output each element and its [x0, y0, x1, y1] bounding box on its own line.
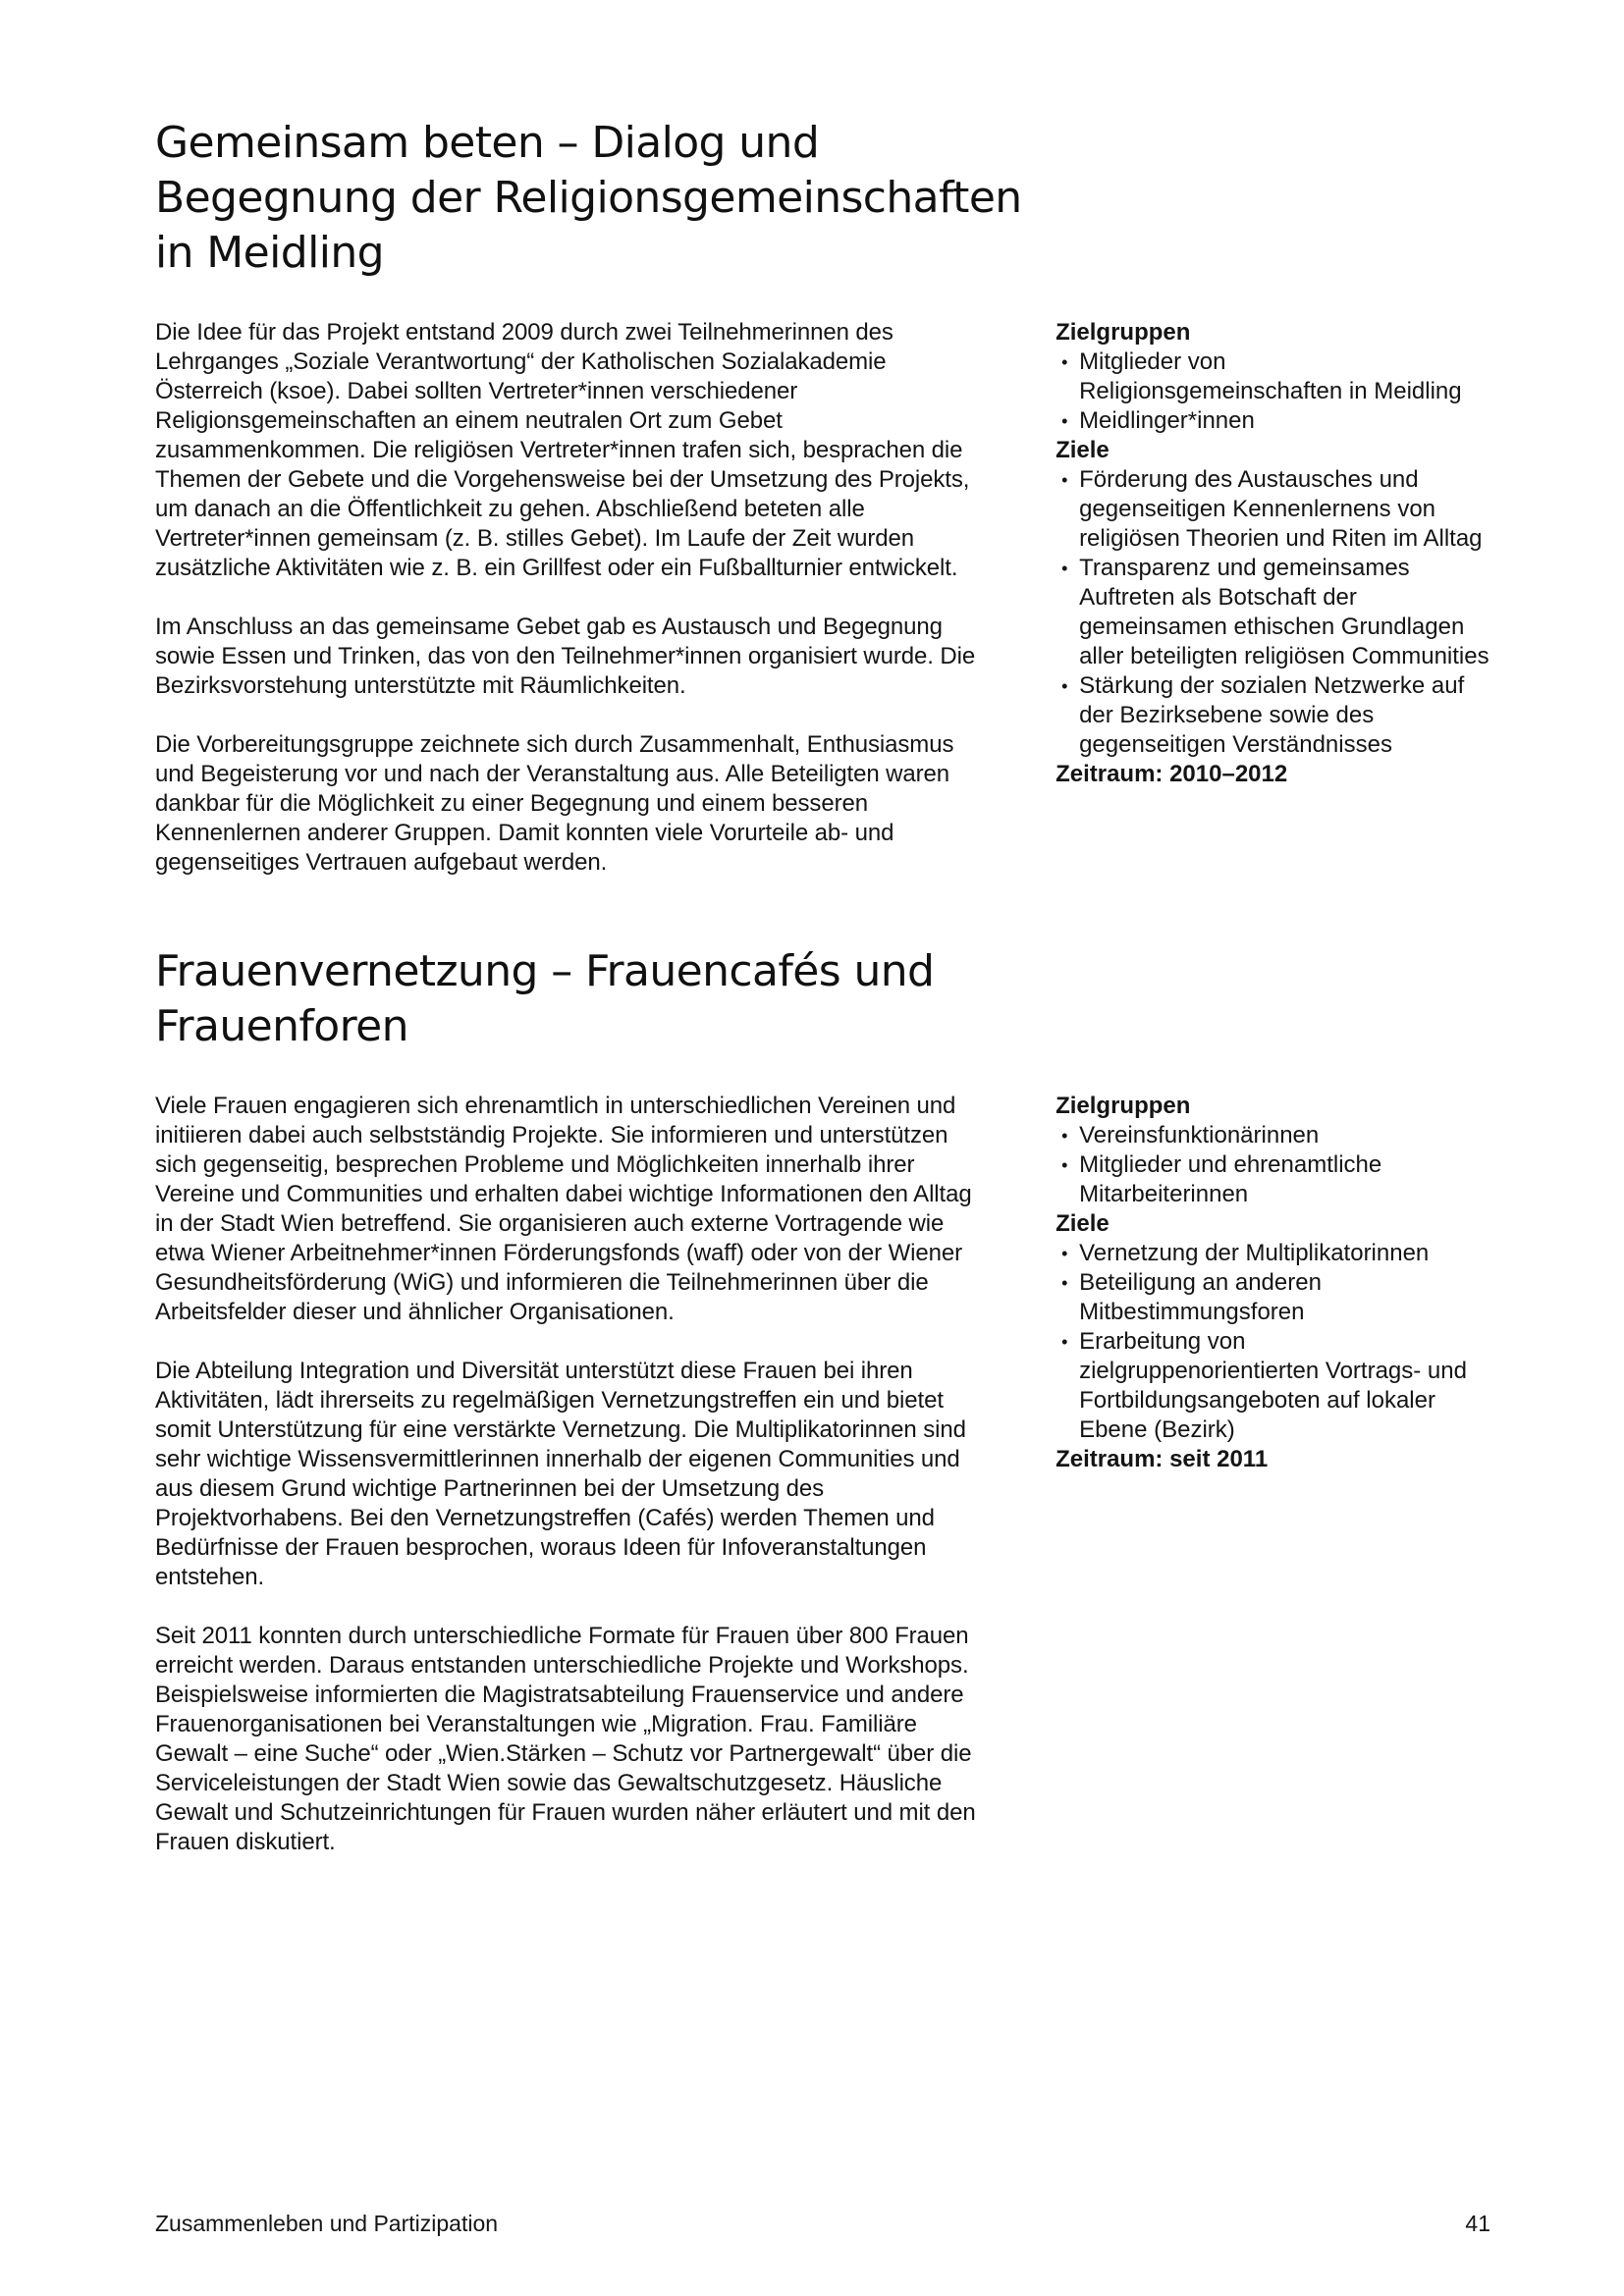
- title-line: in Meidling: [155, 228, 384, 278]
- page-number: 41: [1465, 2211, 1490, 2236]
- paragraph: Viele Frauen engagieren sich ehrenamtlich in unterschiedlichen Vereinen und initiieren dabei auch selbstständig Projekte. Sie informieren und unterstützen sich gegenseitig, besprechen Probleme und Möglichkeiten innerhalb ihrer Vereine und Communities und erhalten dabei wichtige Informationen den Alltag in der Stadt Wien betreffend. Sie organisieren auch externe Vortragende wie etwa Wiener Arbeitnehmer*innen Förderungsfonds (waff) oder von der Wiener Gesundheitsförderung (WiG) und informieren die Teilnehmerinnen über die Arbeitsfelder dieser und ähnlicher Organisationen.: [155, 1093, 972, 1325]
- zielgruppen-list: [1056, 347, 1490, 436]
- zeitraum: Zeitraum: 2010–2012: [1056, 761, 1288, 787]
- list-item: • Beteiligung an anderen Mitbestimmungsforen: [1056, 1268, 1490, 1327]
- section-columns: [155, 318, 1490, 878]
- zielgruppen-heading: Zielgruppen: [1056, 1093, 1191, 1119]
- page-footer: [155, 2209, 1490, 2238]
- ziele-list: [1056, 1239, 1490, 1445]
- title-line: Gemeinsam beten – Dialog und: [155, 118, 820, 168]
- info-sidebar: [1056, 318, 1490, 789]
- list-item: • Vernetzung der Multiplikatorinnen: [1056, 1239, 1490, 1268]
- zeitraum: Zeitraum: seit 2011: [1056, 1446, 1269, 1472]
- paragraph: Die Abteilung Integration und Diversität unterstützt diese Frauen bei ihren Aktivitäten, lädt ihrerseits zu regelmäßigen Vernetzungstreffen ein und bietet somit Unterstützung für eine verstärkte Vernetzung. Die Multiplikatorinnen sind sehr wichtige Wissensvermittlerinnen innerhalb der eigenen Communities und aus diesem Grund wichtige Partnerinnen bei der Umsetzung des Projektvorhabens. Bei den Vernetzungstreffen (Cafés) werden Themen und Bedürfnisse der Frauen besprochen, woraus Ideen für Infoveranstaltungen entstehen.: [155, 1358, 966, 1590]
- ziele-list: [1056, 465, 1490, 760]
- ziele-heading: Ziele: [1056, 1210, 1110, 1237]
- list-item: • Stärkung der sozialen Netzwerke auf der Bezirksebene sowie des gegenseitigen Verständnisses: [1056, 671, 1490, 760]
- list-item: • Mitglieder von Religionsgemeinschaften in Meidling: [1056, 347, 1490, 406]
- title-line: Frauenforen: [155, 1001, 408, 1051]
- zielgruppen-heading: Zielgruppen: [1056, 319, 1191, 346]
- title-line: Frauenvernetzung – Frauencafés und: [155, 946, 935, 996]
- body-text: [155, 1092, 995, 1857]
- section-title: [155, 944, 1098, 1054]
- list-item: • Transparenz und gemeinsames Auftreten als Botschaft der gemeinsamen ethischen Grundlagen aller beteiligten religiösen Communities: [1056, 554, 1490, 671]
- paragraph: Seit 2011 konnten durch unterschiedliche Formate für Frauen über 800 Frauen erreicht werden. Daraus entstanden unterschiedliche Projekte und Workshops. Beispielsweise informierten die Magistratsabteilung Frauenservice und andere Frauenorganisationen bei Veranstaltungen wie „Migration. Frau. Familiäre Gewalt – eine Suche“ oder „Wien.Stärken – Schutz vor Partnergewalt“ über die Serviceleistungen der Stadt Wien sowie das Gewaltschutzgesetz. Häusliche Gewalt und Schutzeinrichtungen für Frauen wurden näher erläutert und mit den Frauen diskutiert.: [155, 1623, 976, 1855]
- ziele-heading: Ziele: [1056, 437, 1110, 463]
- list-item: • Mitglieder und ehrenamtliche Mitarbeiterinnen: [1056, 1150, 1490, 1209]
- list-item: • Erarbeitung von zielgruppenorientierten Vortrags- und Fortbildungsangeboten auf lokaler Ebene (Bezirk): [1056, 1327, 1490, 1445]
- body-text: [155, 318, 995, 878]
- section-frauenvernetzung: [155, 944, 1490, 1857]
- info-sidebar: [1056, 1092, 1490, 1474]
- title-line: Begegnung der Religionsgemeinschaften: [155, 173, 1022, 223]
- paragraph: Im Anschluss an das gemeinsame Gebet gab es Austausch und Begegnung sowie Essen und Trinken, das von den Teilnehmer*innen organisiert wurde. Die Bezirksvorstehung unterstützte mit Räumlichkeiten.: [155, 614, 976, 699]
- list-item: • Meidlinger*innen: [1056, 406, 1490, 436]
- paragraph: Die Idee für das Projekt entstand 2009 durch zwei Teilnehmerinnen des Lehrganges „Soziale Verantwortung“ der Katholischen Sozialakademie Österreich (ksoe). Dabei sollten Vertreter*innen verschiedener Religionsgemeinschaften an einem neutralen Ort zum Gebet zusammenkommen. Die religiösen Vertreter*innen trafen sich, besprachen die Themen der Gebete und die Vorgehensweise bei der Umsetzung des Projekts, um danach an die Öffentlichkeit zu gehen. Abschließend beteten alle Vertreter*innen gemeinsam (z. B. stilles Gebet). Im Laufe der Zeit wurden zusätzliche Aktivitäten wie z. B. ein Grillfest oder ein Fußballturnier entwickelt.: [155, 319, 970, 581]
- section-title: [155, 116, 1098, 281]
- section-gemeinsam-beten: [155, 116, 1490, 878]
- list-item: • Förderung des Austausches und gegenseitigen Kennenlernens von religiösen Theorien und Riten im Alltag: [1056, 465, 1490, 554]
- section-columns: [155, 1092, 1490, 1857]
- paragraph: Die Vorbereitungsgruppe zeichnete sich durch Zusammenhalt, Enthusiasmus und Begeisterung vor und nach der Veranstaltung aus. Alle Beteiligten waren dankbar für die Möglichkeit zu einer Begegnung und einem besseren Kennenlernen anderer Gruppen. Damit konnten viele Vorurteile ab- und gegenseitiges Vertrauen aufgebaut werden.: [155, 731, 954, 876]
- footer-chapter: Zusammenleben und Partizipation: [155, 2211, 499, 2236]
- zielgruppen-list: [1056, 1121, 1490, 1209]
- list-item: • Vereinsfunktionärinnen: [1056, 1121, 1490, 1150]
